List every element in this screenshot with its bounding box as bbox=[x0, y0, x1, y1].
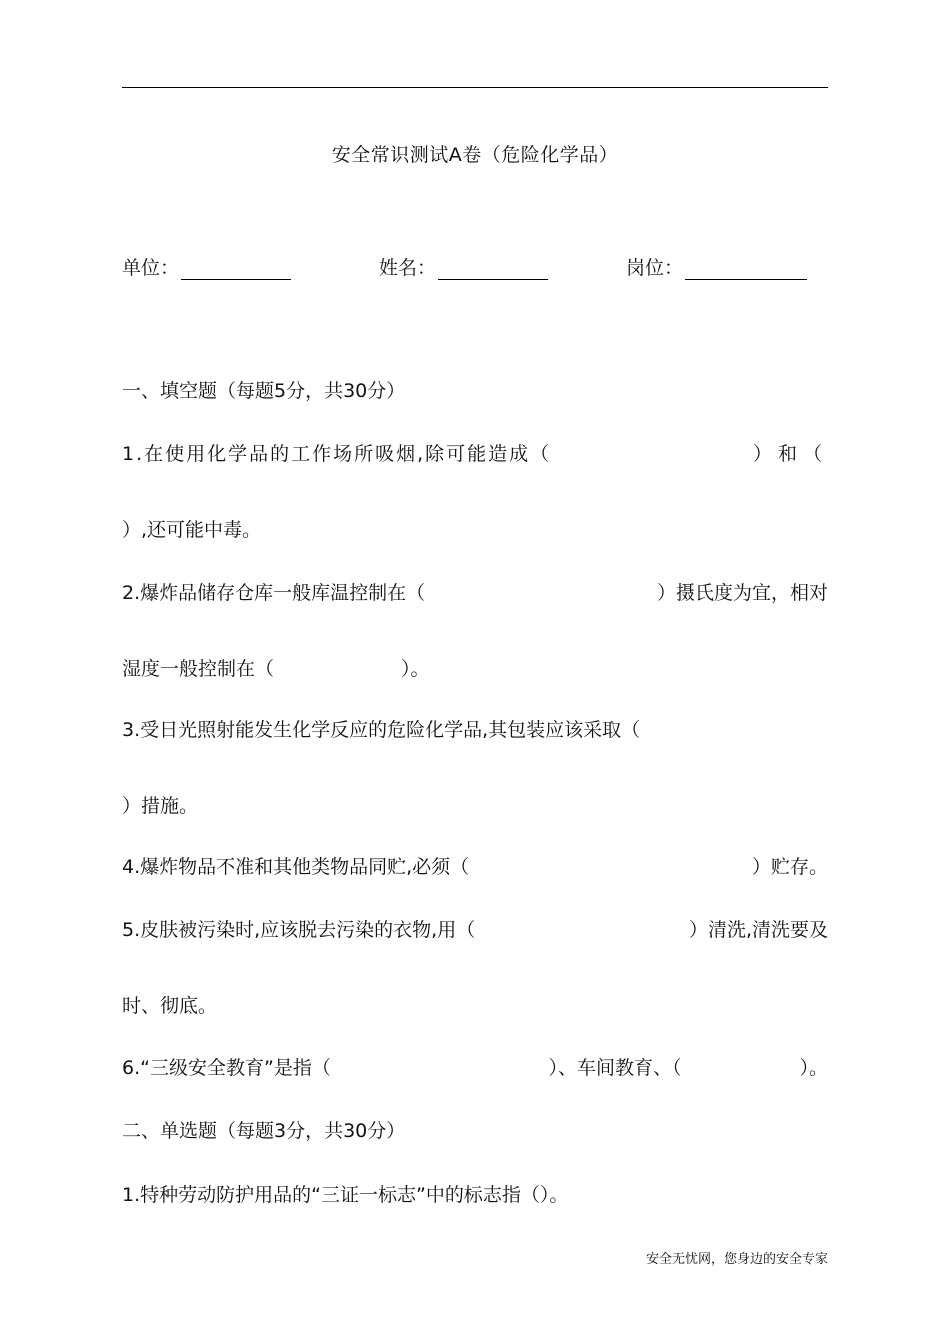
page-title: 安全常识测试A卷（危险化学品） bbox=[331, 144, 619, 166]
unit-blank[interactable] bbox=[181, 259, 291, 280]
q1-text-b: ）和（ bbox=[752, 443, 828, 465]
post-field bbox=[626, 253, 807, 280]
footer-tagline: 安全无忧网，您身边的安全专家 bbox=[645, 1252, 828, 1267]
section2-heading: 二、单选题（每题3分，共30分） bbox=[122, 1120, 406, 1142]
name-label: 姓名： bbox=[379, 257, 437, 279]
q2-text-d: ）。 bbox=[401, 658, 430, 680]
name-field bbox=[379, 253, 548, 280]
q5-text-c: 时、彻底。 bbox=[122, 995, 218, 1017]
question-2-line2 bbox=[122, 654, 430, 681]
question-2-line1 bbox=[122, 578, 828, 605]
q3-text-b: ）措施。 bbox=[122, 795, 199, 817]
q6-text-a: 6.“三级安全教育”是指（ bbox=[122, 1057, 331, 1079]
unit-label: 单位： bbox=[122, 257, 180, 279]
q2-text-a: 2.爆炸品储存仓库一般库温控制在（ bbox=[122, 582, 426, 604]
q3-text-a: 3.受日光照射能发生化学反应的危险化学品,其包装应该采取（ bbox=[122, 719, 641, 741]
section1-heading: 一、填空题（每题5分，共30分） bbox=[122, 380, 406, 402]
name-blank[interactable] bbox=[438, 259, 548, 280]
q4-text-b: ）贮存。 bbox=[751, 856, 828, 878]
q6-text-c: ）。 bbox=[799, 1057, 828, 1079]
section2-question-1: 1.特种劳动防护用品的“三证一标志”中的标志指（）。 bbox=[122, 1184, 569, 1206]
q5-text-b: ）清洗,清洗要及 bbox=[688, 919, 828, 941]
q2-text-c: 湿度一般控制在（ bbox=[122, 658, 275, 680]
post-label: 岗位： bbox=[626, 257, 684, 279]
question-4 bbox=[122, 852, 828, 879]
unit-field bbox=[122, 253, 291, 280]
q4-text-a: 4.爆炸物品不准和其他类物品同贮,必须（ bbox=[122, 856, 470, 878]
question-6 bbox=[122, 1053, 828, 1080]
header-rule bbox=[122, 87, 828, 88]
question-5-line1 bbox=[122, 915, 828, 942]
question-1-line1 bbox=[122, 439, 828, 466]
q5-text-a: 5.皮肤被污染时,应该脱去污染的衣物,用（ bbox=[122, 919, 476, 941]
q1-text-c: ）,还可能中毒。 bbox=[122, 519, 262, 541]
q1-text-a: 1.在使用化学品的工作场所吸烟,除可能造成（ bbox=[122, 443, 552, 465]
q2-text-b: ）摄氏度为宜，相对 bbox=[656, 582, 828, 604]
q6-text-b: ）、车间教育、（ bbox=[548, 1057, 682, 1079]
post-blank[interactable] bbox=[685, 259, 807, 280]
